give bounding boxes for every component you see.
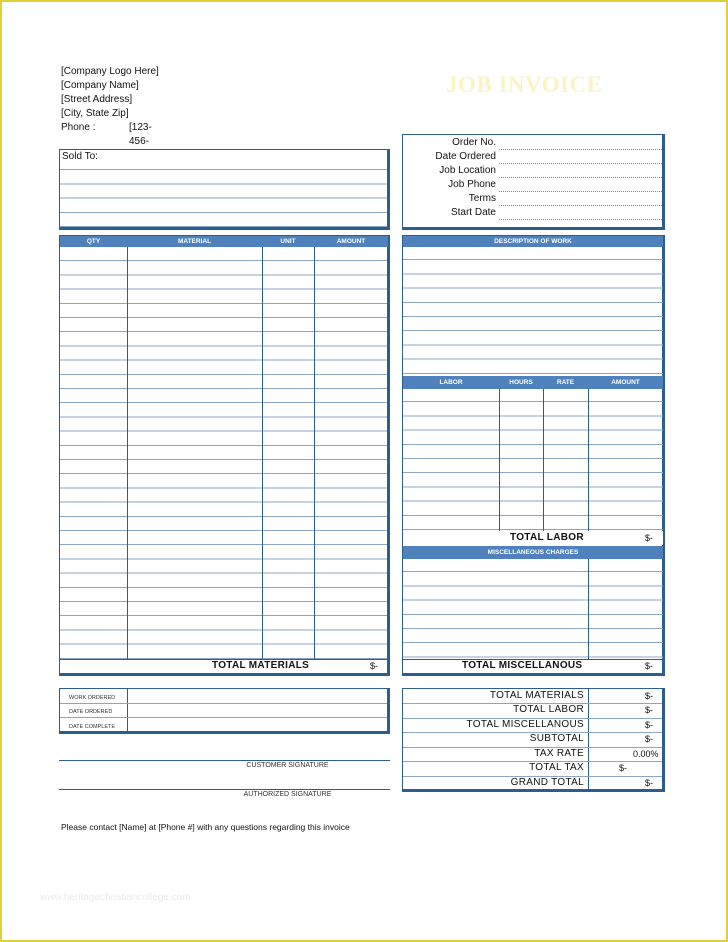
- misc-area[interactable]: [403, 559, 663, 659]
- summary-tax-rate-value[interactable]: 0.00%: [633, 749, 659, 759]
- total-labor-value: $-: [645, 533, 654, 543]
- job-phone-field[interactable]: [499, 191, 662, 192]
- labor-header-row: [403, 376, 663, 389]
- total-misc-label: TOTAL MISCELLANOUS: [462, 660, 583, 671]
- summary-total-tax-label: TOTAL TAX: [529, 762, 584, 773]
- labor-amount-header: AMOUNT: [611, 379, 640, 386]
- summary-subtotal-value: $-: [645, 734, 654, 744]
- work-box: [402, 235, 665, 676]
- summary-rule-4: [403, 747, 662, 748]
- summary-divider: [588, 689, 589, 790]
- job-location-label: Job Location: [439, 165, 496, 176]
- summary-box: [402, 688, 665, 792]
- customer-signature-label: CUSTOMER SIGNATURE: [246, 762, 329, 769]
- labor-col-divider-2: [543, 389, 544, 531]
- description-header: [403, 236, 663, 247]
- unit-col-divider: [314, 247, 315, 661]
- phone-line: [61, 121, 159, 147]
- materials-total-row: [60, 659, 387, 673]
- labor-col-divider-3: [588, 389, 589, 544]
- start-date-label: Start Date: [450, 207, 496, 218]
- material-col-divider: [262, 247, 263, 661]
- phone-label: Phone :: [61, 122, 96, 133]
- labor-header: LABOR: [439, 379, 463, 386]
- order-no-label: Order No.: [452, 137, 496, 148]
- invoice-title: JOB INVOICE: [446, 72, 603, 97]
- summary-grand-total-value: $-: [645, 778, 654, 788]
- summary-tax-rate-label: TAX RATE: [534, 748, 584, 759]
- summary-total-labor-label: TOTAL LABOR: [513, 704, 584, 715]
- date-complete-label: DATE COMPLETE: [69, 724, 116, 730]
- phone-value: [123-456-: [129, 122, 152, 147]
- company-info: [61, 65, 159, 147]
- amount-header: AMOUNT: [336, 238, 366, 245]
- start-date-field[interactable]: [499, 219, 662, 220]
- order-no-field[interactable]: [499, 149, 662, 150]
- summary-total-materials-label: TOTAL MATERIALS: [489, 690, 584, 701]
- summary-grand-total-label: GRAND TOTAL: [510, 777, 584, 788]
- authorized-signature-label: AUTHORIZED SIGNATURE: [243, 791, 332, 798]
- misc-header: [403, 546, 663, 559]
- terms-field[interactable]: [499, 205, 662, 206]
- date-ordered-small-field[interactable]: [128, 704, 387, 717]
- total-labor-label: TOTAL LABOR: [510, 532, 584, 543]
- misc-total-row: [403, 659, 662, 673]
- work-dates-box: [59, 688, 390, 734]
- total-misc-value: $-: [645, 661, 654, 671]
- job-phone-label: Job Phone: [448, 179, 496, 190]
- hours-header: HOURS: [509, 379, 533, 386]
- work-ordered-label: WORK ORDERED: [69, 695, 116, 701]
- materials-table[interactable]: [59, 235, 390, 676]
- description-header-label: DESCRIPTION OF WORK: [494, 238, 572, 245]
- qty-header: QTY: [86, 238, 101, 245]
- customer-signature-line[interactable]: [59, 760, 390, 761]
- sold-to-label: Sold To:: [62, 151, 98, 162]
- total-materials-label: TOTAL MATERIALS: [212, 660, 310, 671]
- qty-col-divider: [127, 247, 128, 661]
- materials-header-row: [60, 236, 388, 247]
- order-info-box: [402, 134, 665, 230]
- date-ordered-small-label: DATE ORDERED: [69, 709, 113, 715]
- job-location-field[interactable]: [499, 177, 662, 178]
- authorized-signature-line[interactable]: [59, 789, 390, 790]
- date-ordered-label: Date Ordered: [435, 151, 496, 162]
- misc-header-label: MISCELLANEOUS CHARGES: [487, 549, 579, 556]
- summary-subtotal-label: SUBTOTAL: [529, 733, 584, 744]
- summary-total-materials-value: $-: [645, 691, 654, 701]
- labor-col-divider-1: [499, 389, 500, 531]
- date-complete-field[interactable]: [128, 718, 387, 732]
- labor-total-row: [403, 531, 663, 545]
- street-address: [Street Address]: [61, 94, 133, 105]
- date-ordered-field[interactable]: [499, 163, 662, 164]
- work-ordered-field[interactable]: [128, 689, 387, 703]
- summary-total-labor-value: $-: [645, 705, 654, 715]
- summary-total-misc-value: $-: [645, 720, 654, 730]
- misc-col-divider: [588, 559, 589, 659]
- unit-header: UNIT: [280, 238, 296, 245]
- terms-label: Terms: [468, 193, 496, 204]
- company-logo-placeholder: [Company Logo Here]: [61, 66, 159, 77]
- footer-note: Please contact [Name] at [Phone #] with any questions regarding this invoice: [61, 822, 350, 832]
- watermark: www.heritagechristiancollege.com: [40, 892, 191, 903]
- company-name: [Company Name]: [61, 80, 139, 91]
- rate-header: RATE: [556, 379, 575, 386]
- labor-area[interactable]: [403, 389, 663, 531]
- description-area[interactable]: [403, 247, 663, 375]
- material-header: MATERIAL: [177, 238, 212, 245]
- summary-total-misc-label: TOTAL MISCELLANOUS: [466, 719, 584, 730]
- total-materials-value: $-: [370, 661, 379, 671]
- sold-to-box[interactable]: [59, 149, 390, 230]
- summary-total-tax-value: $-: [619, 763, 628, 773]
- city-state-zip: [City, State Zip]: [61, 108, 129, 119]
